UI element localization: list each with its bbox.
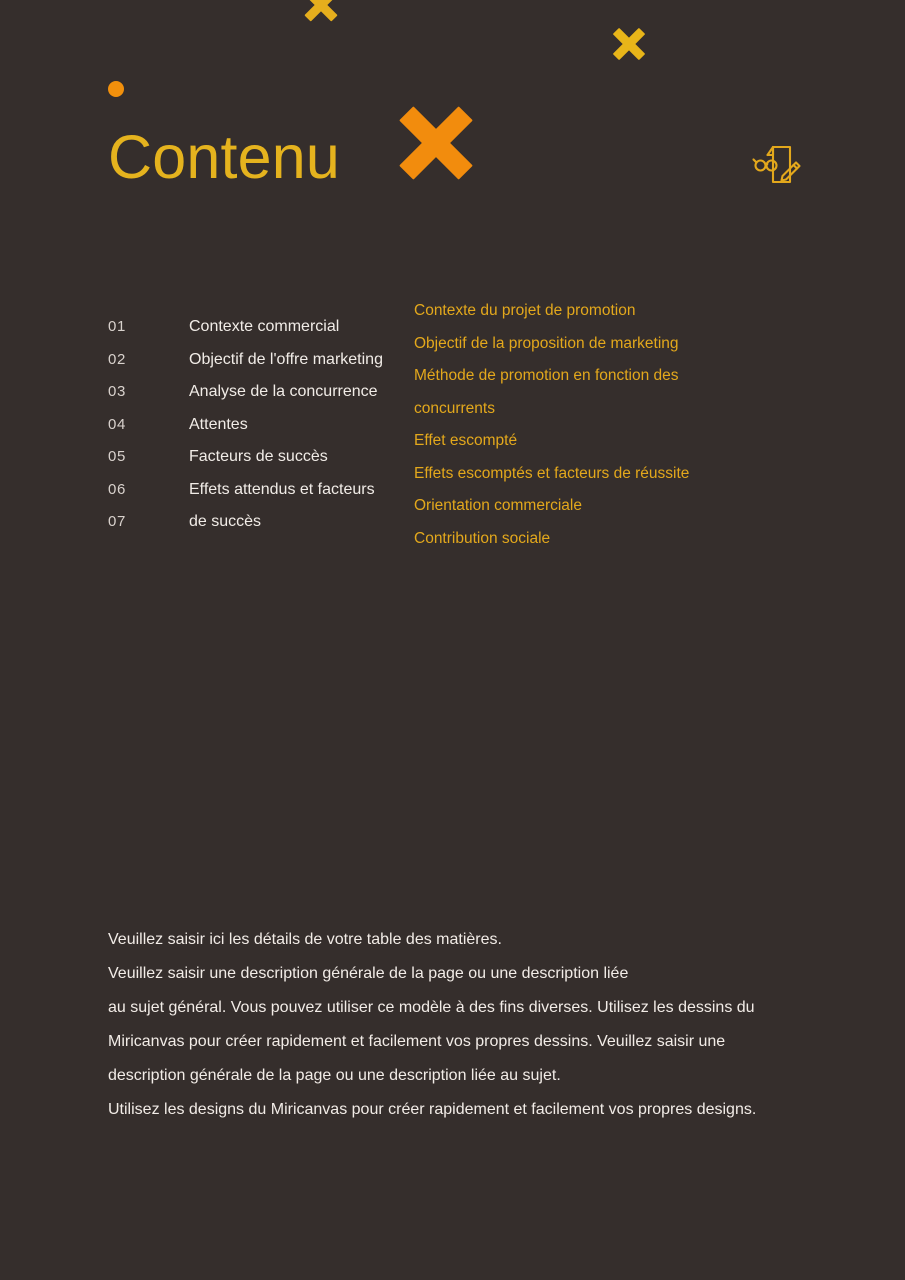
toc-item-label: Facteurs de succès <box>189 448 328 465</box>
toc-item-number: 04 <box>108 415 126 433</box>
toc-item-label: Attentes <box>189 415 248 433</box>
page-title: Contenu <box>108 123 341 191</box>
toc-item-label: Analyse de la concurrence <box>189 383 378 400</box>
toc-item[interactable] <box>108 318 408 351</box>
description-line: au sujet général. Vous pouvez utiliser ce modèle à des fins diverses. Utilisez les dessins du <box>108 999 755 1016</box>
toc-item[interactable] <box>108 351 408 384</box>
toc-item-number: 06 <box>108 480 126 498</box>
toc-item[interactable] <box>108 416 408 449</box>
toc-secondary-item[interactable]: Contribution sociale <box>414 529 551 547</box>
description-line: Utilisez les designs du Miricanvas pour créer rapidement et facilement vos propres designs. <box>108 1101 757 1118</box>
toc-item-number: 02 <box>108 350 126 368</box>
toc-item-label: de succès <box>189 513 262 530</box>
toc-secondary-item[interactable]: Objectif de la proposition de marketing <box>414 334 679 352</box>
toc-secondary-item[interactable]: Effet escompté <box>414 432 518 449</box>
toc-item[interactable] <box>108 481 408 514</box>
description-line: Veuillez saisir ici les détails de votre table des matières. <box>108 931 502 948</box>
toc-secondary-item[interactable]: Méthode de promotion en fonction des <box>414 367 679 384</box>
toc-item-number: 03 <box>108 383 126 400</box>
toc-item-label: Effets attendus et facteurs <box>189 480 375 498</box>
toc-item-number: 05 <box>108 448 126 465</box>
toc-item-number: 01 <box>108 318 126 335</box>
description-line: Miricanvas pour créer rapidement et facilement vos propres dessins. Veuillez saisir une <box>108 1033 726 1050</box>
toc-secondary-item[interactable]: Contexte du projet de promotion <box>414 302 636 319</box>
description-line: description générale de la page ou une description liée au sujet. <box>108 1067 561 1084</box>
toc-numbered-list <box>108 318 408 546</box>
toc-item-number: 07 <box>108 513 126 530</box>
toc-item-label: Objectif de l'offre marketing <box>189 350 383 368</box>
description-block <box>108 931 848 1135</box>
toc-item[interactable] <box>108 513 408 546</box>
toc-item[interactable] <box>108 448 408 481</box>
toc-secondary-item[interactable]: Effets escomptés et facteurs de réussite <box>414 464 690 482</box>
toc-secondary-item[interactable]: concurrents <box>414 399 495 417</box>
toc-secondary-item[interactable]: Orientation commerciale <box>414 497 582 514</box>
toc-item[interactable] <box>108 383 408 416</box>
toc-item-label: Contexte commercial <box>189 318 340 335</box>
description-line: Veuillez saisir une description générale de la page ou une description liée <box>108 965 629 982</box>
toc-secondary-list <box>414 302 744 562</box>
